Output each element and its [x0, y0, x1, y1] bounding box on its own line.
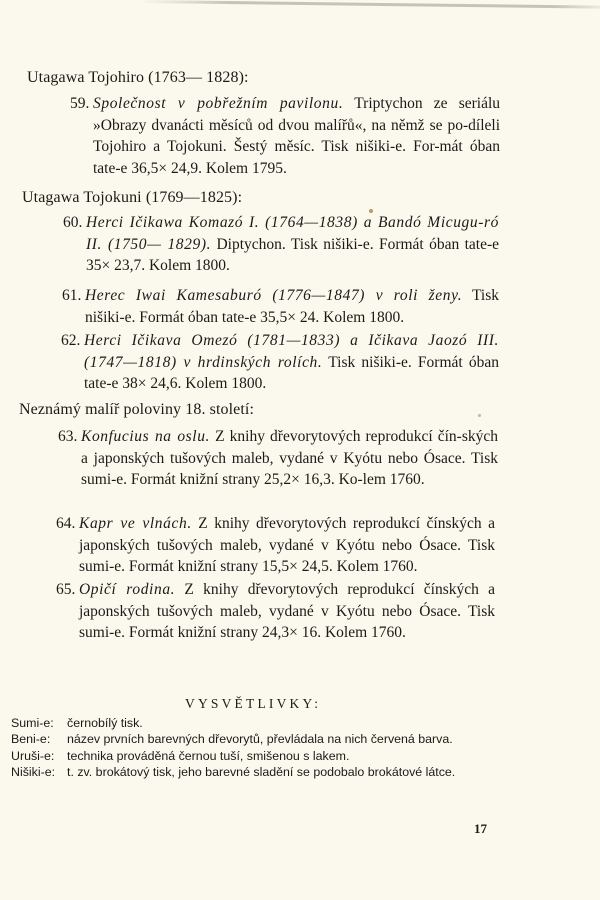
catalog-entry-59	[70, 93, 500, 179]
entry-title: Kapr ve vlnách.	[79, 515, 192, 532]
catalog-entry-60	[63, 212, 499, 277]
entry-title: Herci Ičikava Omezó (1781—1833) a Ičikava Jaozó III. (1747—1818) v hrdinských rolích.	[84, 332, 499, 371]
glossary-term: Sumi-e:	[11, 716, 54, 730]
glossary-term: Nišiki-e:	[11, 765, 56, 780]
entry-body	[86, 212, 499, 277]
entry-body	[79, 513, 495, 578]
entry-body	[93, 93, 500, 179]
entry-title: Opičí rodina.	[79, 581, 176, 598]
entry-title: Konfucius na oslu.	[81, 428, 211, 445]
catalog-entry-65	[56, 579, 495, 644]
glossary-item-sumi-e	[11, 715, 491, 731]
page-number: 17	[474, 821, 487, 836]
glossary	[11, 715, 491, 781]
catalog-entry-64	[56, 513, 495, 578]
entry-description: Diptychon. Tisk nišiki-e. Formát óban tate-e 35× 23,7. Kolem 1800.	[86, 235, 499, 274]
artist-heading-unknown-painter: Neznámý malíř poloviny 18. století:	[19, 401, 255, 418]
entry-description: Triptychon ze seriálu »Obrazy dvanácti měsíců od dvou malířů«, na němž se po-díleli Tojohiro a Tojokuni. Šestý měsíc. Tisk nišiki-e. For-mát óban tate-e 36,5× 24,9. Kolem 1795.	[93, 95, 501, 177]
entry-description: Z knihy dřevorytových reprodukcí čínských a japonských tušových maleb, vydané v Kyótu nebo Ósace. Tisk sumi-e. Formát knižní strany 15,5× 24,5. Kolem 1760.	[79, 515, 495, 575]
page-top-edge	[140, 0, 600, 9]
catalog-entry-61	[62, 285, 499, 328]
glossary-heading: VYSVĚTLIVKY:	[185, 696, 322, 711]
catalog-entry-62	[61, 330, 499, 395]
entry-number: 61.	[62, 287, 82, 304]
glossary-definition: název prvních barevných dřevorytů, převládala na nich červená barva.	[67, 732, 453, 747]
entry-body	[81, 426, 498, 491]
entry-description: Tisk nišiki-e. Formát óban tate-e 38× 24,6. Kolem 1800.	[84, 353, 499, 392]
artist-heading-tojokuni: Utagawa Tojokuni (1769—1825):	[22, 189, 243, 206]
glossary-item-urusi-e	[11, 748, 491, 764]
entry-title: Herec Iwai Kamesaburó (1776—1847) v roli ženy.	[85, 287, 463, 304]
entry-title: Herci Ičikawa Komazó I. (1764—1838) a Bandó Micugu-ró II. (1750— 1829).	[86, 214, 499, 253]
glossary-definition: t. zv. brokátový tisk, jeho barevné sladění se podobalo brokátové látce.	[67, 765, 456, 780]
entry-number: 64.	[56, 515, 76, 532]
glossary-definition: technika prováděná černou tuší, smišenou s lakem.	[67, 748, 350, 763]
glossary-definition: černobílý tisk.	[67, 716, 143, 730]
entry-description: Z knihy dřevorytových reprodukcí čínských a japonských tušových maleb, vydané v Kyótu nebo Ósace. Tisk sumi-e. Formát knižní strany 24,3× 16. Kolem 1760.	[79, 581, 496, 641]
catalog-entry-63	[58, 426, 498, 491]
entry-number: 59.	[70, 95, 90, 112]
glossary-item-beni-e	[11, 731, 491, 747]
entry-body	[85, 285, 499, 328]
entry-number: 65.	[56, 581, 76, 598]
glossary-item-nisiki-e	[11, 764, 491, 780]
entry-number: 62.	[61, 332, 81, 349]
entry-number: 60.	[63, 214, 83, 231]
entry-body	[84, 330, 499, 395]
glossary-term: Uruši-e:	[11, 748, 55, 763]
paper-speck	[478, 414, 481, 417]
entry-body	[79, 579, 495, 644]
entry-description: Tisk nišiki-e. Formát óban tate-e 35,5× 24. Kolem 1800.	[85, 287, 499, 326]
entry-number: 63.	[58, 428, 78, 445]
entry-description: Z knihy dřevorytových reprodukcí čín-ských a japonských tušových maleb, vydané v Kyótu nebo Ósace. Tisk sumi-e. Formát knižní strany 25,2× 16,3. Ko-lem 1760.	[81, 428, 498, 488]
entry-title: Společnost v pobřežním pavilonu.	[93, 95, 344, 112]
artist-heading-tojohiro: Utagawa Tojohiro (1763— 1828):	[27, 69, 249, 86]
glossary-term: Beni-e:	[11, 732, 51, 747]
